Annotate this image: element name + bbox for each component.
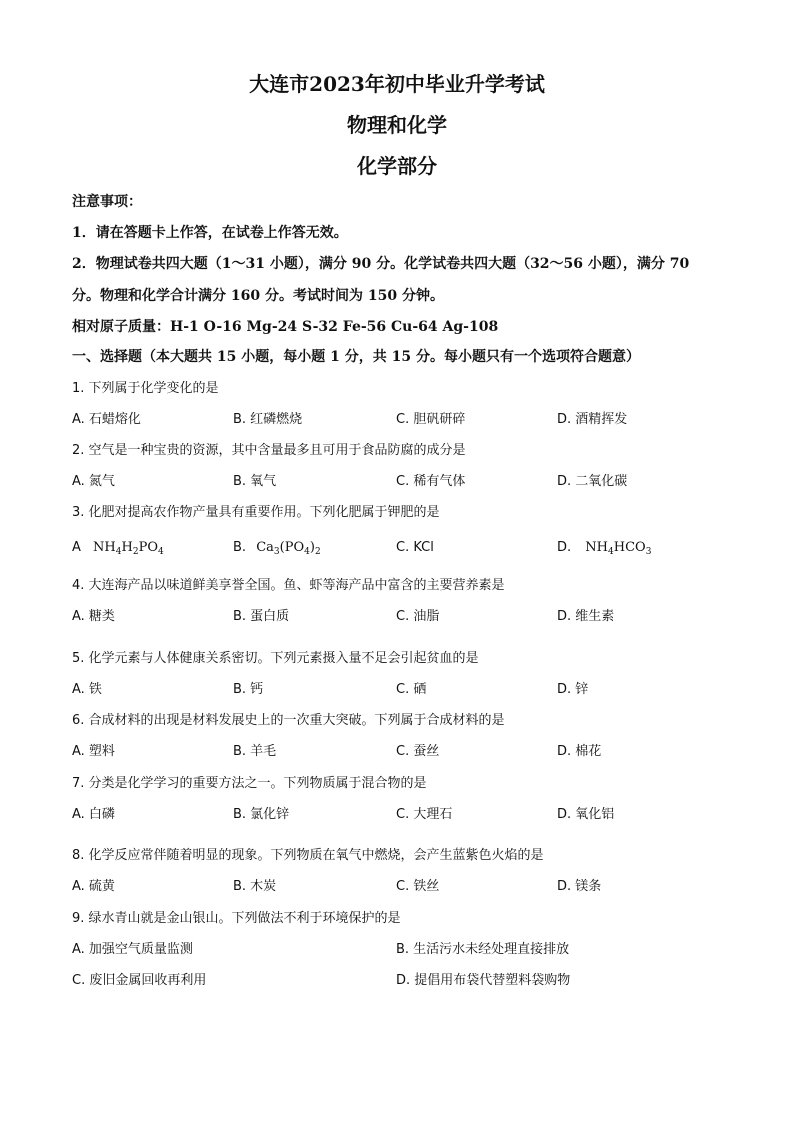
question-7-stem: 7. 分类是化学学习的重要方法之一。下列物质属于混合物的是 [72, 776, 427, 791]
formula-nh4h2po4: $NH_4H_2PO_4$ [93, 540, 164, 557]
option-letter: B. [233, 540, 247, 555]
question-2-option-b: B. 氧气 [233, 474, 277, 489]
question-6-stem: 6. 合成材料的出现是材料发展史上的一次重大突破。下列属于合成材料的是 [72, 713, 505, 728]
question-5-option-a: A. 铁 [72, 682, 102, 697]
note-item-2-line-1: 2．物理试卷共四大题（1～31 小题），满分 90 分。化学试卷共四大题（32～56 小题），满分 70 [72, 256, 690, 272]
question-2-option-c: C. 稀有气体 [396, 474, 466, 489]
question-4-stem: 4. 大连海产品以味道鲜美享誉全国。鱼、虾等海产品中富含的主要营养素是 [72, 578, 505, 593]
question-2-option-a: A. 氮气 [72, 474, 115, 489]
question-8-option-a: A. 硫黄 [72, 879, 115, 894]
question-7-option-d: D. 氧化铝 [557, 807, 615, 822]
question-7-option-a: A. 白磷 [72, 807, 115, 822]
question-1-option-c: C. 胆矾研碎 [396, 412, 466, 427]
question-5-option-d: D. 锌 [557, 682, 589, 697]
question-3-option-b [233, 539, 321, 557]
question-5-stem: 5. 化学元素与人体健康关系密切。下列元素摄入量不足会引起贫血的是 [72, 651, 479, 666]
question-8-option-b: B. 木炭 [233, 879, 277, 894]
note-item-1: 1．请在答题卡上作答，在试卷上作答无效。 [72, 225, 348, 241]
question-4-option-d: D. 维生素 [557, 609, 615, 624]
note-item-2-line-2: 分。物理和化学合计满分 160 分。考试时间为 150 分钟。 [72, 288, 444, 304]
question-1-stem: 1. 下列属于化学变化的是 [72, 381, 219, 396]
option-letter: A [72, 540, 81, 555]
formula-nh4hco3: $NH_4HCO_3$ [585, 540, 652, 557]
question-8-option-c: C. 铁丝 [396, 879, 440, 894]
question-6-option-c: C. 蚕丝 [396, 744, 440, 759]
exam-title: 大连市2023年初中毕业升学考试 [249, 72, 545, 96]
question-6-option-d: D. 棉花 [557, 744, 602, 759]
question-3-option-d [557, 539, 651, 557]
section-title: 化学部分 [357, 154, 437, 178]
question-8-stem: 8. 化学反应常伴随着明显的现象。下列物质在氧气中燃烧，会产生蓝紫色火焰的是 [72, 848, 544, 863]
formula-ca3po42: $Ca_3(PO_4)_2$ [256, 540, 321, 557]
exam-subtitle: 物理和化学 [347, 113, 447, 137]
question-3-stem: 3. 化肥对提高农作物产量具有重要作用。下列化肥属于钾肥的是 [72, 505, 440, 520]
question-7-option-b: B. 氯化锌 [233, 807, 290, 822]
question-8-option-d: D. 镁条 [557, 879, 602, 894]
question-2-stem: 2. 空气是一种宝贵的资源，其中含量最多且可用于食品防腐的成分是 [72, 443, 466, 458]
atomic-mass-line: 相对原子质量：H-1 O-16 Mg-24 S-32 Fe-56 Cu-64 Ag-108 [72, 319, 499, 335]
question-2-option-d: D. 二氧化碳 [557, 474, 628, 489]
question-4-option-a: A. 糖类 [72, 609, 115, 624]
notes-heading: 注意事项： [72, 194, 142, 210]
question-1-option-b: B. 红磷燃烧 [233, 412, 303, 427]
question-9-option-b: B. 生活污水未经处理直接排放 [396, 942, 570, 957]
question-5-option-b: B. 钙 [233, 682, 264, 697]
question-6-option-a: A. 塑料 [72, 744, 115, 759]
question-4-option-c: C. 油脂 [396, 609, 440, 624]
section1-heading: 一、选择题（本大题共 15 小题，每小题 1 分，共 15 分。每小题只有一个选项符合题意） [72, 349, 640, 365]
option-letter: D. [557, 540, 572, 555]
question-3-option-a [72, 539, 164, 557]
question-9-option-c: C. 废旧金属回收再利用 [72, 973, 207, 988]
question-1-option-d: D. 酒精挥发 [557, 412, 628, 427]
question-4-option-b: B. 蛋白质 [233, 609, 290, 624]
question-9-option-a: A. 加强空气质量监测 [72, 942, 193, 957]
question-9-stem: 9. 绿水青山就是金山银山。下列做法不利于环境保护的是 [72, 911, 401, 926]
question-5-option-c: C. 硒 [396, 682, 427, 697]
question-7-option-c: C. 大理石 [396, 807, 453, 822]
question-9-option-d: D. 提倡用布袋代替塑料袋购物 [396, 973, 571, 988]
question-3-option-c: C. KCl [396, 540, 434, 555]
question-6-option-b: B. 羊毛 [233, 744, 277, 759]
question-1-option-a: A. 石蜡熔化 [72, 412, 141, 427]
